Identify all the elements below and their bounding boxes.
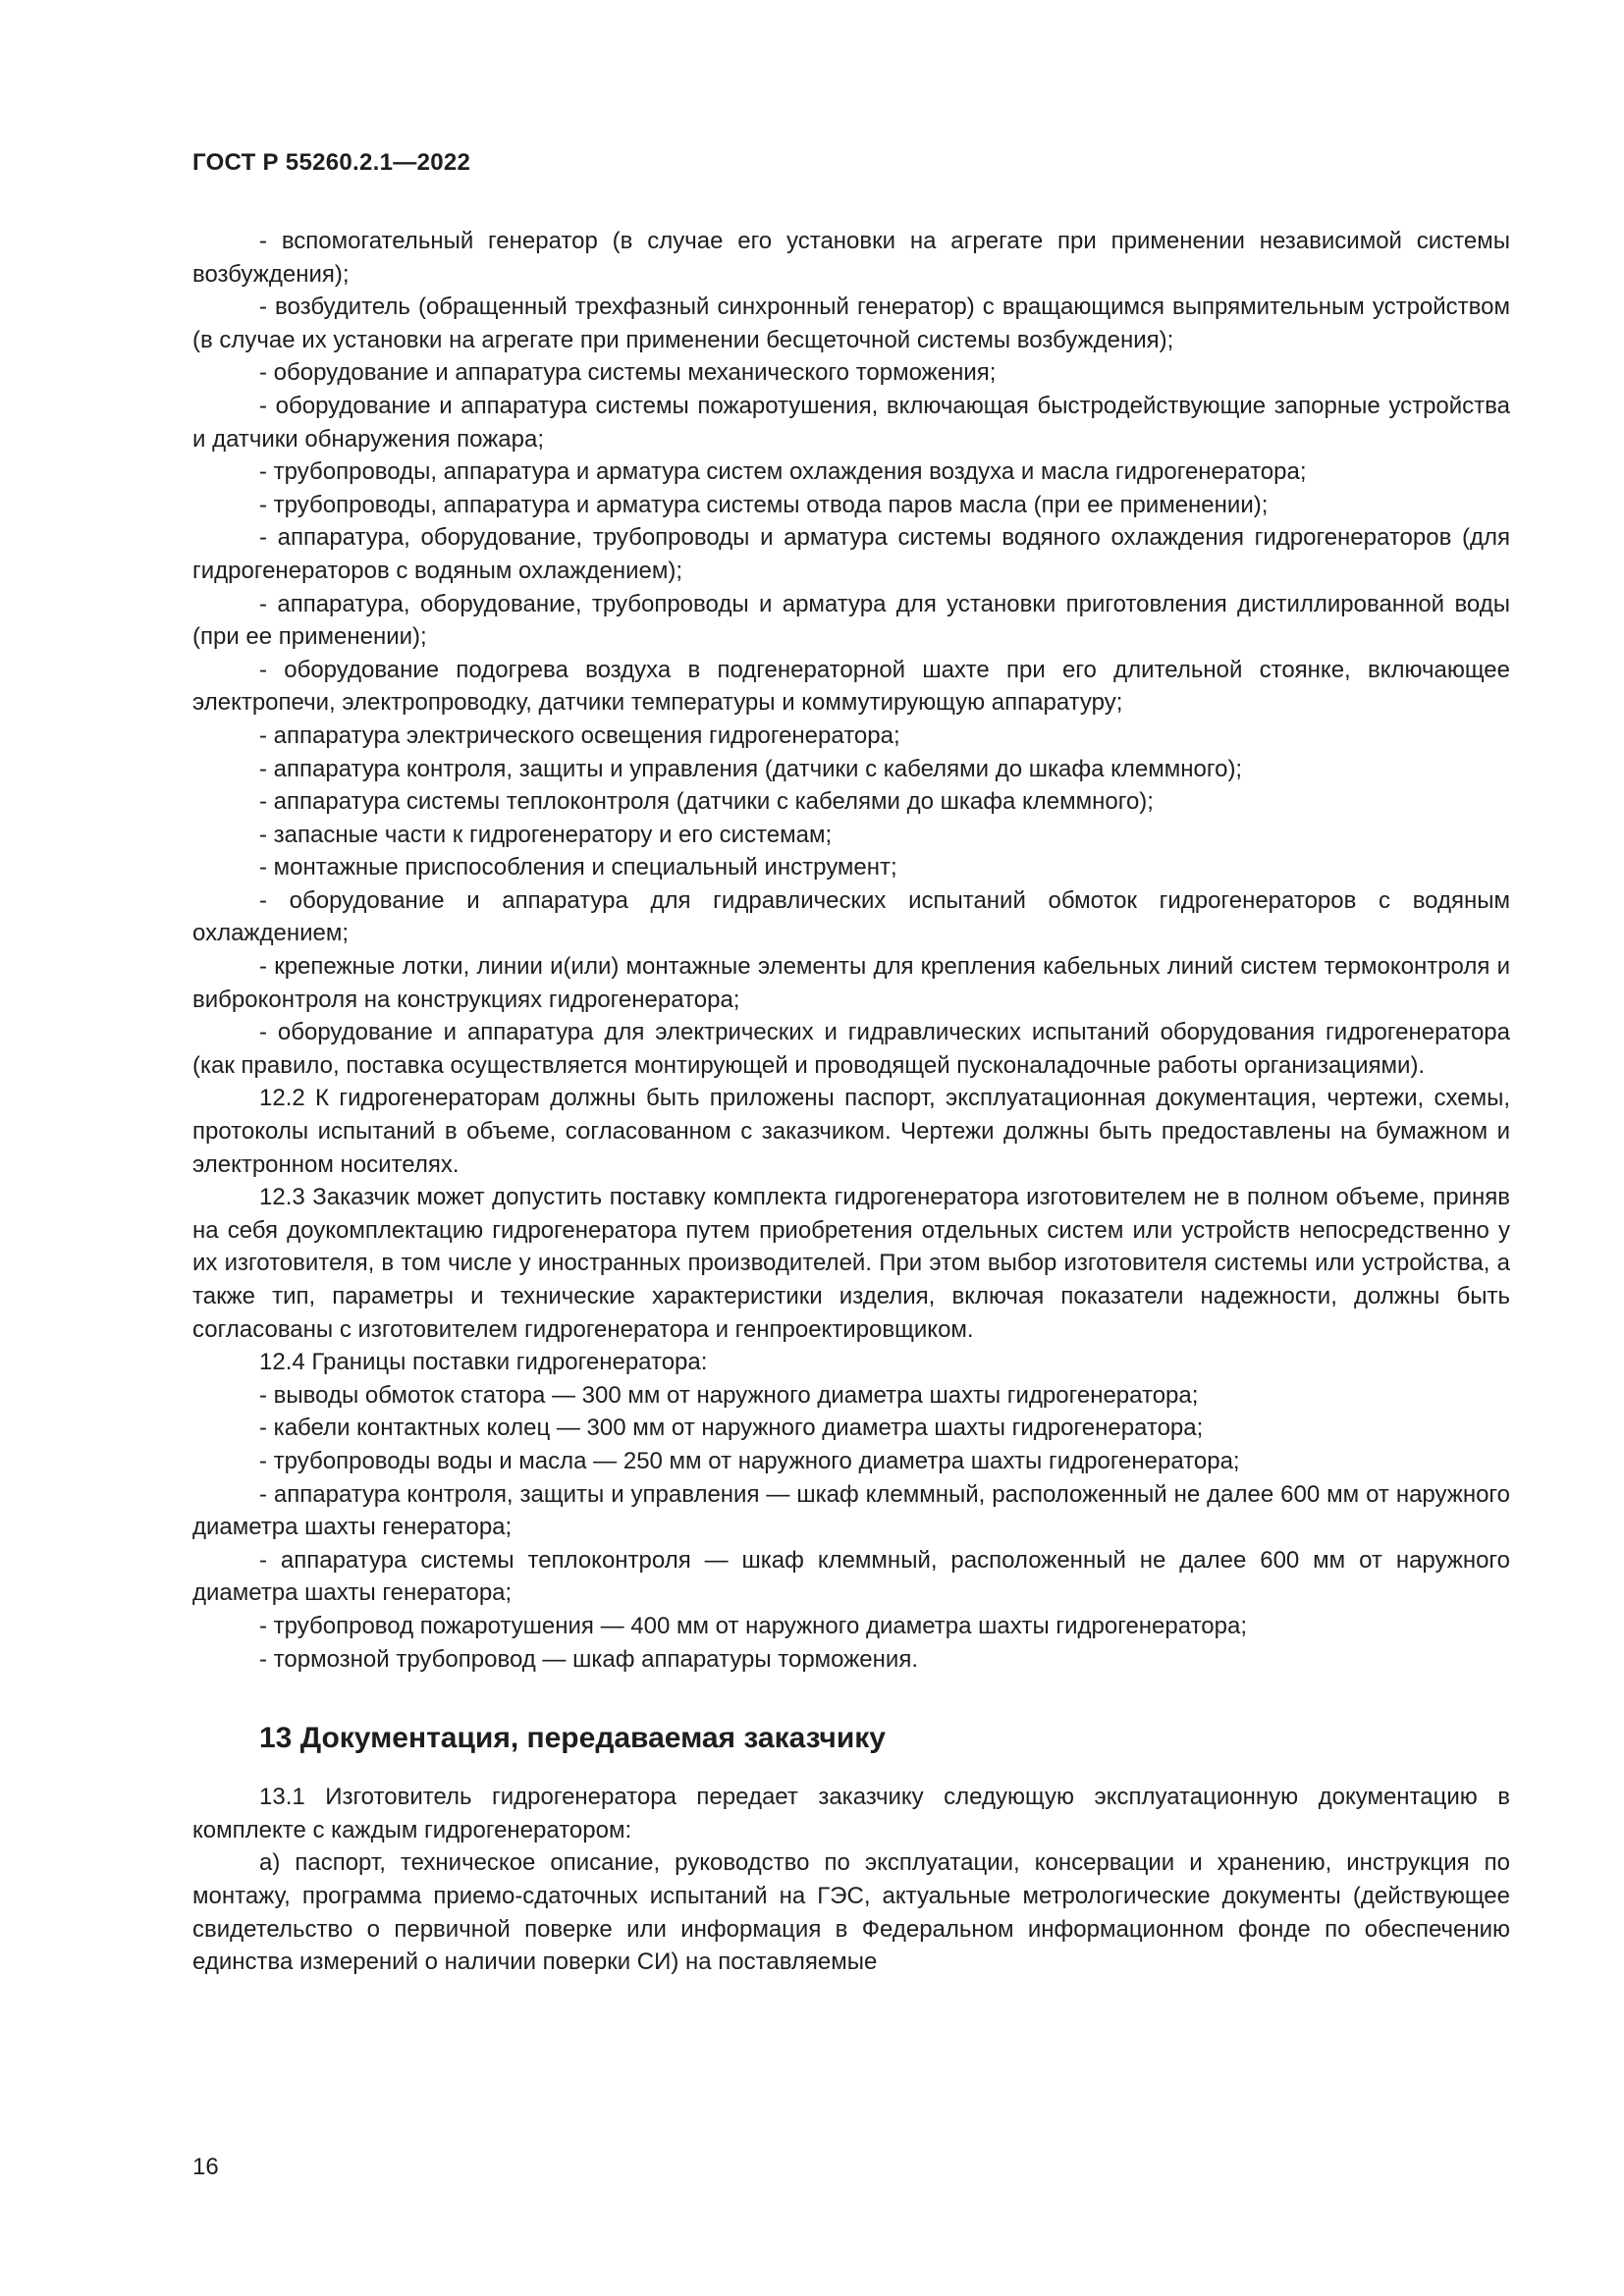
list-item: - кабели контактных колец — 300 мм от наружного диаметра шахты гидрогенератора; [259, 1415, 1204, 1442]
clause-12-3: 12.3 Заказчик может допустить поставку комплекта гидрогенератора изготовителем не в полном объеме, приняв на себя доукомплектацию гидрогенератора путем приобретения отдельных систем или устройств непосредственно у их изготовителя, в том числе у иностранных производителей. При этом выбор изготовителя системы или устройства, а также тип, параметры и технические характеристики изделия, включая показатели надежности, должны быть согласованы с изготовителем гидрогенератора и генпроектировщиком. [192, 1184, 1510, 1343]
list-item: - аппаратура системы теплоконтроля — шкаф клеммный, расположенный не далее 600 мм от наружного диаметра шахты генератора; [192, 1546, 1510, 1607]
list-item: - оборудование и аппаратура системы механического торможения; [259, 359, 997, 387]
page-number: 16 [192, 2154, 219, 2180]
list-item: - трубопроводы воды и масла — 250 мм от наружного диаметра шахты гидрогенератора; [259, 1447, 1240, 1474]
clause-12-4: 12.4 Границы поставки гидрогенератора: [259, 1349, 708, 1376]
list-item: - аппаратура, оборудование, трубопроводы и арматура системы водяного охлаждения гидрогенераторов (для гидрогенераторов с водяным охлаждением); [192, 524, 1510, 584]
list-item: - аппаратура системы теплоконтроля (датчики с кабелями до шкафа клеммного); [259, 788, 1154, 816]
list-item: - аппаратура контроля, защиты и управления (датчики с кабелями до шкафа клеммного); [259, 755, 1243, 782]
standard-code-header: ГОСТ Р 55260.2.1—2022 [192, 149, 471, 176]
clause-13-1: 13.1 Изготовитель гидрогенератора передает заказчику следующую эксплуатационную документацию в комплекте с каждым гидрогенератором: [192, 1784, 1510, 1843]
page-content [192, 225, 1510, 1979]
list-item: - оборудование подогрева воздуха в подгенераторной шахте при его длительной стоянке, включающее электропечи, электропроводку, датчики температуры и коммутирующую аппаратуру; [192, 656, 1510, 717]
list-item: - крепежные лотки, линии и(или) монтажные элементы для крепления кабельных линий систем термоконтроля и виброконтроля на конструкциях гидрогенератора; [192, 953, 1510, 1013]
list-item: - возбудитель (обращенный трехфазный синхронный генератор) с вращающимся выпрямительным устройством (в случае их установки на агрегате при применении бесщеточной системы возбуждения); [192, 294, 1510, 353]
list-item: - тормозной трубопровод — шкаф аппаратуры торможения. [259, 1645, 918, 1673]
list-item: - трубопроводы, аппаратура и арматура системы отвода паров масла (при ее применении); [259, 491, 1269, 518]
list-item: - трубопроводы, аппаратура и арматура систем охлаждения воздуха и масла гидрогенератора; [259, 458, 1307, 486]
list-item: - трубопровод пожаротушения — 400 мм от наружного диаметра шахты гидрогенератора; [259, 1612, 1248, 1639]
list-item: - оборудование и аппаратура для гидравлических испытаний обмоток гидрогенераторов с водяным охлаждением; [192, 886, 1510, 947]
list-item: - аппаратура, оборудование, трубопроводы и арматура для установки приготовления дистиллированной воды (при ее применении); [192, 590, 1510, 651]
list-item: - аппаратура контроля, защиты и управления — шкаф клеммный, расположенный не далее 600 мм от наружного диаметра шахты генератора; [192, 1480, 1510, 1541]
section-heading: 13 Документация, передаваемая заказчику [259, 1722, 886, 1755]
list-item: - вспомогательный генератор (в случае его установки на агрегате при применении независимой системы возбуждения); [192, 228, 1510, 288]
list-item: - оборудование и аппаратура системы пожаротушения, включающая быстродействующие запорные устройства и датчики обнаружения пожара; [192, 392, 1510, 453]
list-item: - монтажные приспособления и специальный инструмент; [259, 854, 897, 881]
list-item: - аппаратура электрического освещения гидрогенератора; [259, 721, 900, 749]
list-item: - оборудование и аппаратура для электрических и гидравлических испытаний оборудования гидрогенератора (как правило, поставка осуществляется монтирующей и проводящей пусконаладочные работы организациями). [192, 1019, 1510, 1079]
list-item: а) паспорт, техническое описание, руководство по эксплуатации, консервации и хранению, инструкция по монтажу, программа приемо-сдаточных испытаний на ГЭС, актуальные метрологические документы (действующее свидетельство о первичной поверке или информация в Федеральном информационном фонде по обеспечению единства измерений о наличии поверки СИ) на поставляемые [192, 1849, 1510, 1976]
clause-12-2: 12.2 К гидрогенераторам должны быть приложены паспорт, эксплуатационная документация, чертежи, схемы, протоколы испытаний в объеме, согласованном с заказчиком. Чертежи должны быть предоставлены на бумажном и электронном носителях. [192, 1085, 1510, 1178]
list-item: - выводы обмоток статора — 300 мм от наружного диаметра шахты гидрогенератора; [259, 1381, 1199, 1409]
list-item: - запасные части к гидрогенератору и его системам; [259, 821, 833, 848]
